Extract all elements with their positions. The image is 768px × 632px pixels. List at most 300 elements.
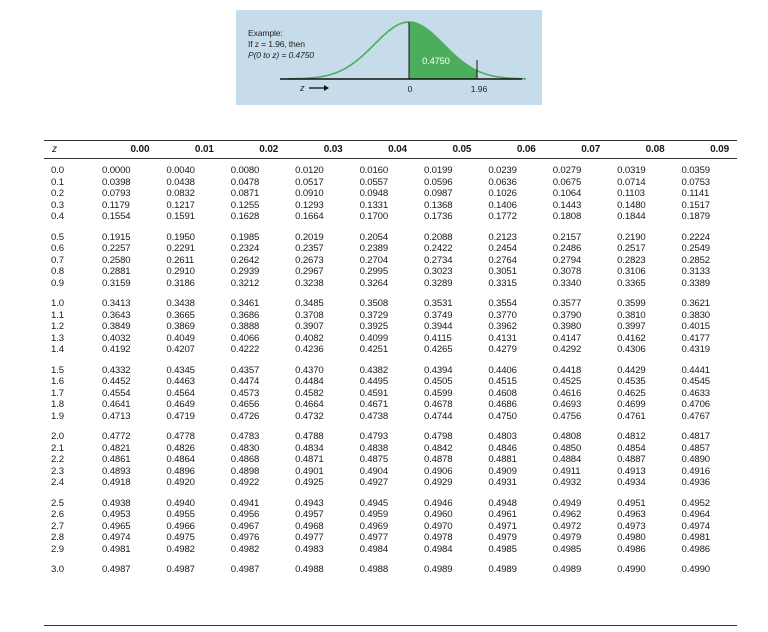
- probability-cell: 0.3159: [102, 277, 131, 289]
- probability-cell: 0.0120: [295, 165, 324, 176]
- z-value-cell: 0.1: [51, 176, 64, 188]
- probability-cell: 0.4987: [230, 564, 260, 575]
- probability-cell: 0.4982: [166, 543, 195, 555]
- probability-cell: 0.3830: [681, 309, 710, 321]
- probability-cell: 0.4817: [681, 431, 710, 442]
- probability-cell: 0.0160: [359, 165, 389, 176]
- table-row: [44, 266, 737, 278]
- probability-cell: 0.2704: [359, 254, 389, 266]
- probability-cell: 0.4990: [617, 564, 646, 575]
- probability-cell: 0.2088: [423, 231, 453, 243]
- probability-cell: 0.4535: [617, 376, 646, 387]
- probability-cell: 0.4890: [681, 454, 710, 465]
- probability-cell: 0.4767: [681, 410, 710, 422]
- probability-cell: 0.3665: [166, 309, 195, 321]
- probability-cell: 0.4793: [359, 431, 389, 442]
- probability-cell: 0.1879: [681, 211, 710, 222]
- probability-cell: 0.4920: [166, 477, 195, 488]
- probability-cell: 0.2324: [230, 243, 260, 254]
- probability-cell: 0.4986: [681, 543, 710, 555]
- probability-cell: 0.2054: [359, 231, 389, 243]
- z-value-cell: 0.8: [51, 266, 64, 277]
- probability-cell: 0.4382: [359, 364, 389, 376]
- probability-cell: 0.4932: [552, 477, 582, 488]
- probability-cell: 0.4987: [102, 564, 131, 575]
- z-value-cell: 0.3: [51, 199, 64, 211]
- probability-cell: 0.4319: [681, 344, 710, 355]
- normal-curve: [288, 22, 526, 79]
- probability-cell: 0.4896: [166, 465, 195, 477]
- probability-cell: 0.2549: [681, 243, 710, 254]
- table-row: [44, 399, 737, 411]
- table-row: [44, 289, 737, 310]
- probability-cell: 0.4989: [488, 564, 517, 575]
- probability-cell: 0.4406: [488, 364, 517, 376]
- z-column-header: z: [44, 141, 93, 159]
- probability-cell: 0.4357: [230, 364, 260, 376]
- probability-cell: 0.4846: [488, 442, 517, 454]
- probability-cell: 0.2422: [423, 243, 453, 254]
- probability-cell: 0.4162: [617, 332, 646, 344]
- table-row: [44, 422, 737, 443]
- probability-cell: 0.0478: [230, 176, 260, 188]
- probability-cell: 0.4452: [102, 376, 131, 387]
- probability-cell: 0.4871: [295, 454, 324, 465]
- probability-cell: 0.4868: [230, 454, 260, 465]
- probability-cell: 0.3980: [552, 321, 582, 332]
- probability-cell: 0.4945: [359, 497, 389, 509]
- probability-cell: 0.2123: [488, 231, 517, 243]
- example-heading: Example:: [248, 28, 283, 38]
- probability-cell: 0.0319: [617, 165, 646, 176]
- z-value-cell: 0.5: [51, 231, 64, 243]
- probability-cell: 0.0910: [295, 188, 324, 199]
- z-value-cell: 1.7: [51, 387, 64, 399]
- column-header: 0.03: [286, 141, 350, 159]
- probability-cell: 0.3133: [681, 266, 710, 277]
- table-row: [44, 255, 737, 267]
- probability-cell: 0.4962: [552, 509, 582, 520]
- probability-cell: 0.0753: [681, 176, 710, 188]
- probability-cell: 0.3315: [488, 277, 517, 289]
- probability-cell: 0.1628: [230, 211, 260, 222]
- probability-cell: 0.3413: [102, 298, 131, 309]
- table-row: [44, 454, 737, 466]
- probability-cell: 0.4961: [488, 509, 517, 520]
- probability-cell: 0.3438: [166, 298, 195, 309]
- probability-cell: 0.3212: [230, 277, 260, 289]
- probability-cell: 0.4952: [681, 497, 710, 509]
- table-row: [44, 310, 737, 322]
- probability-cell: 0.1591: [166, 211, 195, 222]
- probability-cell: 0.4989: [552, 564, 582, 575]
- probability-cell: 0.4554: [102, 387, 131, 399]
- probability-cell: 0.4901: [295, 465, 324, 477]
- probability-cell: 0.4744: [423, 410, 453, 422]
- table-header-row: [44, 141, 737, 159]
- probability-cell: 0.3643: [102, 309, 131, 321]
- probability-cell: 0.4925: [295, 477, 324, 488]
- probability-cell: 0.4946: [423, 497, 453, 509]
- probability-cell: 0.4949: [552, 497, 582, 509]
- z-value-cell: 1.2: [51, 321, 64, 332]
- table-row: [44, 223, 737, 244]
- probability-cell: 0.4953: [102, 509, 131, 520]
- z-value-cell: 2.0: [51, 431, 64, 442]
- probability-cell: 0.2995: [359, 266, 389, 277]
- probability-cell: 0.2611: [166, 254, 195, 266]
- probability-cell: 0.4857: [681, 442, 710, 454]
- probability-cell: 0.4545: [681, 376, 710, 387]
- example-illustration: [236, 10, 542, 105]
- probability-cell: 0.1554: [102, 211, 131, 222]
- column-header: 0.02: [222, 141, 286, 159]
- probability-cell: 0.4616: [552, 387, 582, 399]
- probability-cell: 0.4756: [552, 410, 582, 422]
- probability-cell: 0.4985: [488, 543, 517, 555]
- probability-cell: 0.4664: [295, 399, 324, 410]
- probability-cell: 0.2967: [295, 266, 324, 277]
- table-row: [44, 411, 737, 423]
- probability-cell: 0.0871: [230, 188, 260, 199]
- probability-cell: 0.4484: [295, 376, 324, 387]
- column-header: 0.01: [157, 141, 221, 159]
- probability-cell: 0.4394: [423, 364, 453, 376]
- probability-cell: 0.4931: [488, 477, 517, 488]
- probability-cell: 0.3264: [359, 277, 389, 289]
- probability-cell: 0.4887: [617, 454, 646, 465]
- probability-cell: 0.3023: [423, 266, 453, 277]
- probability-cell: 0.0714: [617, 176, 646, 188]
- probability-cell: 0.4641: [102, 399, 131, 410]
- probability-cell: 0.4838: [359, 442, 389, 454]
- probability-cell: 0.4904: [359, 465, 389, 477]
- probability-cell: 0.4131: [488, 332, 517, 344]
- probability-cell: 0.4977: [359, 532, 389, 543]
- probability-cell: 0.3810: [617, 309, 646, 321]
- z-value-cell: 0.2: [51, 188, 64, 199]
- probability-cell: 0.1664: [295, 211, 324, 222]
- probability-cell: 0.4147: [552, 332, 582, 344]
- probability-cell: 0.4222: [230, 344, 260, 355]
- probability-cell: 0.2291: [166, 243, 195, 254]
- probability-cell: 0.4864: [166, 454, 195, 465]
- probability-cell: 0.4990: [681, 564, 710, 575]
- probability-cell: 0.4967: [230, 520, 260, 532]
- probability-cell: 0.3461: [230, 298, 260, 309]
- probability-cell: 0.4608: [488, 387, 517, 399]
- column-header: 0.08: [608, 141, 672, 159]
- probability-cell: 0.4783: [230, 431, 260, 442]
- probability-cell: 0.1443: [552, 199, 582, 211]
- probability-cell: 0.4625: [617, 387, 646, 399]
- z-value-cell: 1.9: [51, 410, 64, 422]
- table-row: [44, 188, 737, 200]
- table-row: [44, 532, 737, 544]
- probability-cell: 0.4830: [230, 442, 260, 454]
- probability-cell: 0.4974: [102, 532, 131, 543]
- probability-cell: 0.2486: [552, 243, 582, 254]
- probability-cell: 0.1368: [423, 199, 453, 211]
- probability-cell: 0.4985: [552, 543, 582, 555]
- probability-cell: 0.1331: [359, 199, 389, 211]
- probability-cell: 0.1293: [295, 199, 324, 211]
- probability-cell: 0.4599: [423, 387, 453, 399]
- probability-cell: 0.0239: [488, 165, 517, 176]
- probability-cell: 0.4960: [423, 509, 453, 520]
- probability-cell: 0.2257: [102, 243, 131, 254]
- probability-cell: 0.1808: [552, 211, 582, 222]
- probability-cell: 0.4976: [230, 532, 260, 543]
- column-header: 0.05: [415, 141, 479, 159]
- probability-cell: 0.4974: [681, 520, 710, 532]
- probability-cell: 0.4772: [102, 431, 131, 442]
- probability-cell: 0.1026: [488, 188, 517, 199]
- z-value-cell: 2.8: [51, 532, 64, 543]
- probability-cell: 0.4972: [552, 520, 582, 532]
- probability-cell: 0.3577: [552, 298, 582, 309]
- probability-cell: 0.3925: [359, 321, 389, 332]
- z-value-cell: 1.1: [51, 309, 64, 321]
- table-row: [44, 443, 737, 455]
- probability-cell: 0.4983: [295, 543, 324, 555]
- probability-cell: 0.0080: [230, 165, 260, 176]
- probability-cell: 0.2823: [617, 254, 646, 266]
- table-bottom-rule: [44, 625, 737, 626]
- probability-cell: 0.4236: [295, 344, 324, 355]
- probability-cell: 0.4678: [423, 399, 453, 410]
- table-row: [44, 466, 737, 478]
- probability-cell: 0.2190: [617, 231, 646, 243]
- probability-cell: 0.3485: [295, 298, 324, 309]
- probability-cell: 0.3997: [617, 321, 646, 332]
- table-row: [44, 211, 737, 223]
- z-value-cell: 1.6: [51, 376, 64, 387]
- probability-cell: 0.4049: [166, 332, 195, 344]
- probability-cell: 0.4878: [423, 454, 453, 465]
- probability-cell: 0.4505: [423, 376, 453, 387]
- table-row: [44, 333, 737, 345]
- z-value-cell: 0.0: [51, 165, 64, 176]
- probability-cell: 0.4706: [681, 399, 710, 410]
- z-value-cell: 1.4: [51, 344, 64, 355]
- probability-cell: 0.4265: [423, 344, 453, 355]
- probability-cell: 0.4971: [488, 520, 517, 532]
- probability-cell: 0.1406: [488, 199, 517, 211]
- table-row: [44, 521, 737, 533]
- probability-cell: 0.4649: [166, 399, 195, 410]
- probability-cell: 0.4713: [102, 410, 131, 422]
- probability-cell: 0.4332: [102, 364, 131, 376]
- probability-cell: 0.2580: [102, 254, 131, 266]
- probability-cell: 0.1103: [617, 188, 645, 199]
- probability-cell: 0.4686: [488, 399, 517, 410]
- probability-cell: 0.3365: [617, 277, 646, 289]
- probability-cell: 0.2794: [552, 254, 582, 266]
- table-row: [44, 477, 737, 489]
- probability-cell: 0.4582: [295, 387, 324, 399]
- probability-cell: 0.4463: [166, 376, 195, 387]
- probability-cell: 0.4633: [681, 387, 710, 399]
- shaded-area-0-to-z: [409, 22, 477, 79]
- probability-cell: 0.4984: [423, 543, 453, 555]
- probability-cell: 0.4738: [359, 410, 389, 422]
- example-condition: If z = 1.96, then: [248, 39, 305, 49]
- probability-cell: 0.3686: [230, 309, 260, 321]
- probability-cell: 0.4834: [295, 442, 324, 454]
- probability-cell: 0.4898: [230, 465, 260, 477]
- probability-cell: 0.4788: [295, 431, 324, 442]
- probability-cell: 0.4418: [552, 364, 582, 376]
- probability-cell: 0.4927: [359, 477, 389, 488]
- probability-cell: 0.4975: [166, 532, 195, 543]
- probability-cell: 0.4913: [617, 465, 646, 477]
- probability-cell: 0.4989: [423, 564, 453, 575]
- probability-cell: 0.4965: [102, 520, 131, 532]
- probability-cell: 0.4979: [552, 532, 582, 543]
- z-value-cell: 0.7: [51, 254, 64, 266]
- probability-cell: 0.3621: [681, 298, 710, 309]
- probability-cell: 0.4938: [102, 497, 131, 509]
- probability-cell: 0.4893: [102, 465, 131, 477]
- column-header: 0.04: [351, 141, 415, 159]
- probability-cell: 0.0199: [423, 165, 453, 176]
- probability-cell: 0.4656: [230, 399, 260, 410]
- probability-cell: 0.4987: [166, 564, 195, 575]
- table-row: [44, 376, 737, 388]
- probability-cell: 0.4573: [230, 387, 260, 399]
- probability-cell: 0.4564: [166, 387, 195, 399]
- shaded-area-label: 0.4750: [422, 56, 450, 66]
- probability-cell: 0.4978: [423, 532, 453, 543]
- probability-cell: 0.3708: [295, 309, 324, 321]
- probability-cell: 0.4936: [681, 477, 710, 488]
- probability-cell: 0.4984: [359, 543, 389, 555]
- probability-cell: 0.4934: [617, 477, 646, 488]
- probability-cell: 0.4279: [488, 344, 517, 355]
- probability-cell: 0.1915: [102, 231, 131, 243]
- probability-cell: 0.0987: [423, 188, 453, 199]
- probability-cell: 0.1985: [230, 231, 260, 243]
- probability-cell: 0.0596: [423, 176, 453, 188]
- probability-cell: 0.4719: [166, 410, 195, 422]
- probability-cell: 0.3340: [552, 277, 582, 289]
- probability-cell: 0.1179: [102, 199, 130, 211]
- probability-cell: 0.3888: [230, 321, 260, 332]
- probability-cell: 0.2852: [681, 254, 710, 266]
- probability-cell: 0.4940: [166, 497, 195, 509]
- probability-cell: 0.4916: [681, 465, 710, 477]
- probability-cell: 0.4951: [617, 497, 646, 509]
- probability-cell: 0.4970: [423, 520, 453, 532]
- probability-cell: 0.3944: [423, 321, 453, 332]
- probability-cell: 0.4959: [359, 509, 389, 520]
- probability-cell: 0.4441: [681, 364, 710, 376]
- table-row: [44, 243, 737, 255]
- table-row: [44, 278, 737, 290]
- z-value-cell: 2.2: [51, 454, 64, 465]
- probability-cell: 0.4956: [230, 509, 260, 520]
- probability-cell: 0.4429: [617, 364, 646, 376]
- z-value-cell: 1.3: [51, 332, 64, 344]
- probability-cell: 0.4515: [488, 376, 517, 387]
- probability-cell: 0.1255: [230, 199, 260, 211]
- probability-cell: 0.2881: [102, 266, 131, 277]
- probability-cell: 0.2734: [423, 254, 453, 266]
- probability-cell: 0.4699: [617, 399, 646, 410]
- z-value-cell: 1.5: [51, 364, 64, 376]
- probability-cell: 0.3554: [488, 298, 517, 309]
- probability-cell: 0.0398: [102, 176, 131, 188]
- probability-cell: 0.1217: [166, 199, 195, 211]
- probability-cell: 0.4251: [359, 344, 389, 355]
- probability-cell: 0.4941: [230, 497, 260, 509]
- probability-cell: 0.4981: [102, 543, 131, 555]
- probability-cell: 0.4881: [488, 454, 517, 465]
- probability-cell: 0.3186: [166, 277, 195, 289]
- table-row: [44, 356, 737, 377]
- table-row: [44, 200, 737, 212]
- probability-cell: 0.0793: [102, 188, 131, 199]
- probability-cell: 0.2454: [488, 243, 517, 254]
- probability-cell: 0.0636: [488, 176, 517, 188]
- probability-cell: 0.1950: [166, 231, 195, 243]
- table-row: [44, 388, 737, 400]
- probability-cell: 0.4099: [359, 332, 389, 344]
- probability-cell: 0.4964: [681, 509, 710, 520]
- z-value-cell: 3.0: [51, 564, 64, 575]
- table-row: [44, 489, 737, 510]
- probability-cell: 0.0832: [166, 188, 195, 199]
- probability-cell: 0.1772: [488, 211, 517, 222]
- probability-cell: 0.4292: [552, 344, 582, 355]
- z-value-cell: 2.4: [51, 477, 64, 488]
- probability-cell: 0.3289: [423, 277, 453, 289]
- probability-cell: 0.0517: [295, 176, 324, 188]
- probability-cell: 0.2517: [617, 243, 646, 254]
- probability-cell: 0.1480: [617, 199, 646, 211]
- probability-cell: 0.4909: [488, 465, 517, 477]
- probability-cell: 0.4977: [295, 532, 324, 543]
- probability-cell: 0.2357: [295, 243, 324, 254]
- probability-cell: 0.4750: [488, 410, 517, 422]
- probability-cell: 0.4918: [102, 477, 131, 488]
- probability-cell: 0.0557: [359, 176, 389, 188]
- probability-cell: 0.1064: [552, 188, 582, 199]
- table-body: [44, 159, 737, 576]
- probability-cell: 0.2673: [295, 254, 324, 266]
- probability-cell: 0.0279: [552, 165, 582, 176]
- probability-cell: 0.3599: [617, 298, 646, 309]
- probability-cell: 0.2910: [166, 266, 195, 277]
- table-row: [44, 321, 737, 333]
- probability-cell: 0.3749: [423, 309, 453, 321]
- probability-cell: 0.4032: [102, 332, 131, 344]
- table-row: [44, 555, 737, 576]
- probability-cell: 0.4854: [617, 442, 646, 454]
- probability-cell: 0.4192: [102, 344, 131, 355]
- probability-cell: 0.3238: [295, 277, 324, 289]
- column-header: 0.00: [93, 141, 157, 159]
- probability-cell: 0.4798: [423, 431, 453, 442]
- probability-cell: 0.0438: [166, 176, 195, 188]
- z-value-cell: 0.4: [51, 211, 64, 222]
- probability-cell: 0.4957: [295, 509, 324, 520]
- probability-cell: 0.3849: [102, 321, 131, 332]
- z-value-cell: 1.0: [51, 298, 64, 309]
- z-score-table: [44, 140, 737, 576]
- z-value-cell: 2.7: [51, 520, 64, 532]
